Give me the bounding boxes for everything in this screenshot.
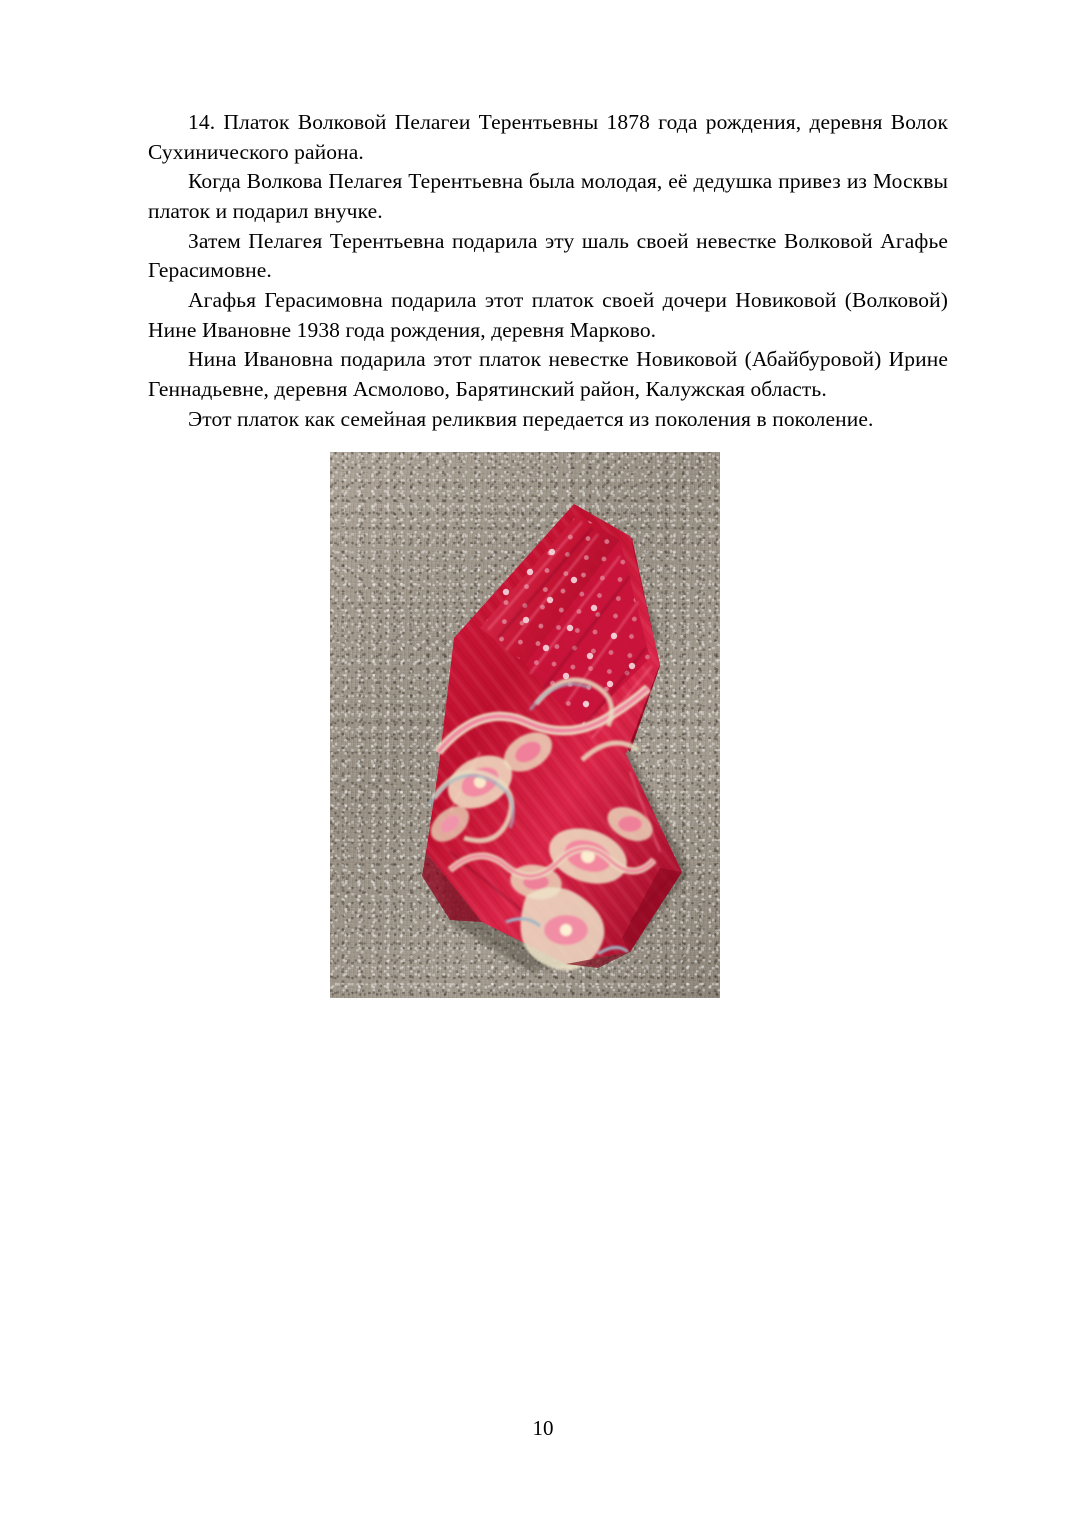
page-number: 10 [532, 1416, 554, 1440]
paragraph-3: Затем Пелагея Терентьевна подарила эту шаль своей невестке Волковой Агафье Герасимовне. [148, 228, 948, 283]
photo-red-shawl [330, 452, 720, 998]
paragraph-5: Нина Ивановна подарила этот платок невестке Новиковой (Абайбуровой) Ирине Геннадьевне, деревня Асмолово, Барятинский район, Калужская область. [148, 347, 948, 401]
document-text-block [148, 108, 948, 434]
paragraph-4: Агафья Герасимовна подарила этот платок своей дочери Новиковой (Волковой) Нине Ивановне 1938 года рождения, деревня Марково. [148, 287, 948, 342]
paragraph-2: Когда Волкова Пелагея Терентьевна была молодая, её дедушка привез из Москвы платок и подарил внучке. [148, 169, 948, 223]
paragraph-6: Этот платок как семейная реликвия передается из поколения в поколение. [188, 406, 874, 431]
shawl-illustration [330, 452, 720, 998]
paragraph-1: 14. Платок Волковой Пелагеи Терентьевны 1878 года рождения, деревня Волок Сухинического района. [148, 110, 948, 164]
